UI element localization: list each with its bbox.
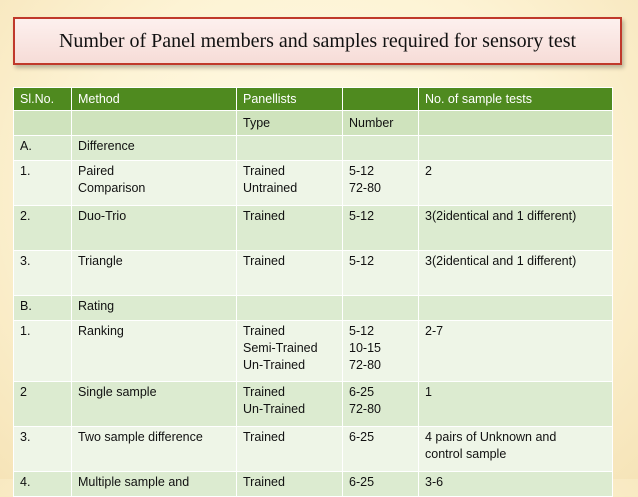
table-cell: Triangle bbox=[72, 251, 237, 296]
subheader-type: Type bbox=[237, 111, 343, 136]
table-cell bbox=[343, 136, 419, 161]
table-cell: Paired Comparison bbox=[72, 161, 237, 206]
table-cell: Trained Semi-Trained Un-Trained bbox=[237, 321, 343, 382]
table-row bbox=[14, 136, 613, 161]
table-cell: 1. bbox=[14, 161, 72, 206]
table-row bbox=[14, 321, 613, 382]
table-cell: 2 bbox=[419, 161, 613, 206]
table-cell: 2-7 bbox=[419, 321, 613, 382]
table-cell: 6-25 72-80 bbox=[343, 382, 419, 427]
table-cell: 4 pairs of Unknown and control sample bbox=[419, 427, 613, 472]
table-subheader-row bbox=[14, 111, 613, 136]
table-cell: 3(2identical and 1 different) bbox=[419, 251, 613, 296]
subheader-blank-2 bbox=[72, 111, 237, 136]
table-cell: Trained Untrained bbox=[237, 161, 343, 206]
table-cell: 4. bbox=[14, 472, 72, 497]
table-cell: Single sample bbox=[72, 382, 237, 427]
header-panellists-blank bbox=[343, 88, 419, 111]
table-cell: Trained Un-Trained bbox=[237, 382, 343, 427]
table-cell: Rating bbox=[72, 296, 237, 321]
table-cell: 2. bbox=[14, 206, 72, 251]
subheader-blank-3 bbox=[419, 111, 613, 136]
table-cell: Trained bbox=[237, 206, 343, 251]
table-cell: Difference bbox=[72, 136, 237, 161]
table-cell: 6-25 bbox=[343, 472, 419, 497]
table-cell: Trained bbox=[237, 251, 343, 296]
header-sample-tests: No. of sample tests bbox=[419, 88, 613, 111]
table-cell bbox=[419, 296, 613, 321]
header-panellists: Panellists bbox=[237, 88, 343, 111]
table-row bbox=[14, 427, 613, 472]
table-cell: 2 bbox=[14, 382, 72, 427]
slide-title: Number of Panel members and samples required for sensory test bbox=[58, 29, 577, 52]
table-cell: 5-12 10-15 72-80 bbox=[343, 321, 419, 382]
table-cell: 3. bbox=[14, 427, 72, 472]
sensory-test-table bbox=[13, 87, 613, 497]
table-header-row bbox=[14, 88, 613, 111]
table-row bbox=[14, 251, 613, 296]
table-cell: B. bbox=[14, 296, 72, 321]
table-cell: Multiple sample and bbox=[72, 472, 237, 497]
table-cell: 5-12 72-80 bbox=[343, 161, 419, 206]
table-cell: 3. bbox=[14, 251, 72, 296]
table-cell: 3-6 bbox=[419, 472, 613, 497]
table-row bbox=[14, 296, 613, 321]
table-cell: 1. bbox=[14, 321, 72, 382]
table-row bbox=[14, 206, 613, 251]
table-cell: Trained bbox=[237, 427, 343, 472]
table-cell bbox=[343, 296, 419, 321]
table-row bbox=[14, 161, 613, 206]
subheader-number: Number bbox=[343, 111, 419, 136]
title-box bbox=[13, 17, 622, 65]
table-row bbox=[14, 472, 613, 497]
table-row bbox=[14, 382, 613, 427]
subheader-blank-1 bbox=[14, 111, 72, 136]
table-cell: 5-12 bbox=[343, 206, 419, 251]
table-cell: A. bbox=[14, 136, 72, 161]
table-cell: 5-12 bbox=[343, 251, 419, 296]
header-method: Method bbox=[72, 88, 237, 111]
table-cell: Trained bbox=[237, 472, 343, 497]
table-cell bbox=[237, 296, 343, 321]
table-cell: Duo-Trio bbox=[72, 206, 237, 251]
table-cell bbox=[419, 136, 613, 161]
table-cell: 3(2identical and 1 different) bbox=[419, 206, 613, 251]
header-slno: Sl.No. bbox=[14, 88, 72, 111]
table-cell bbox=[237, 136, 343, 161]
table-cell: Ranking bbox=[72, 321, 237, 382]
table-cell: 1 bbox=[419, 382, 613, 427]
table-cell: Two sample difference bbox=[72, 427, 237, 472]
table-cell: 6-25 bbox=[343, 427, 419, 472]
